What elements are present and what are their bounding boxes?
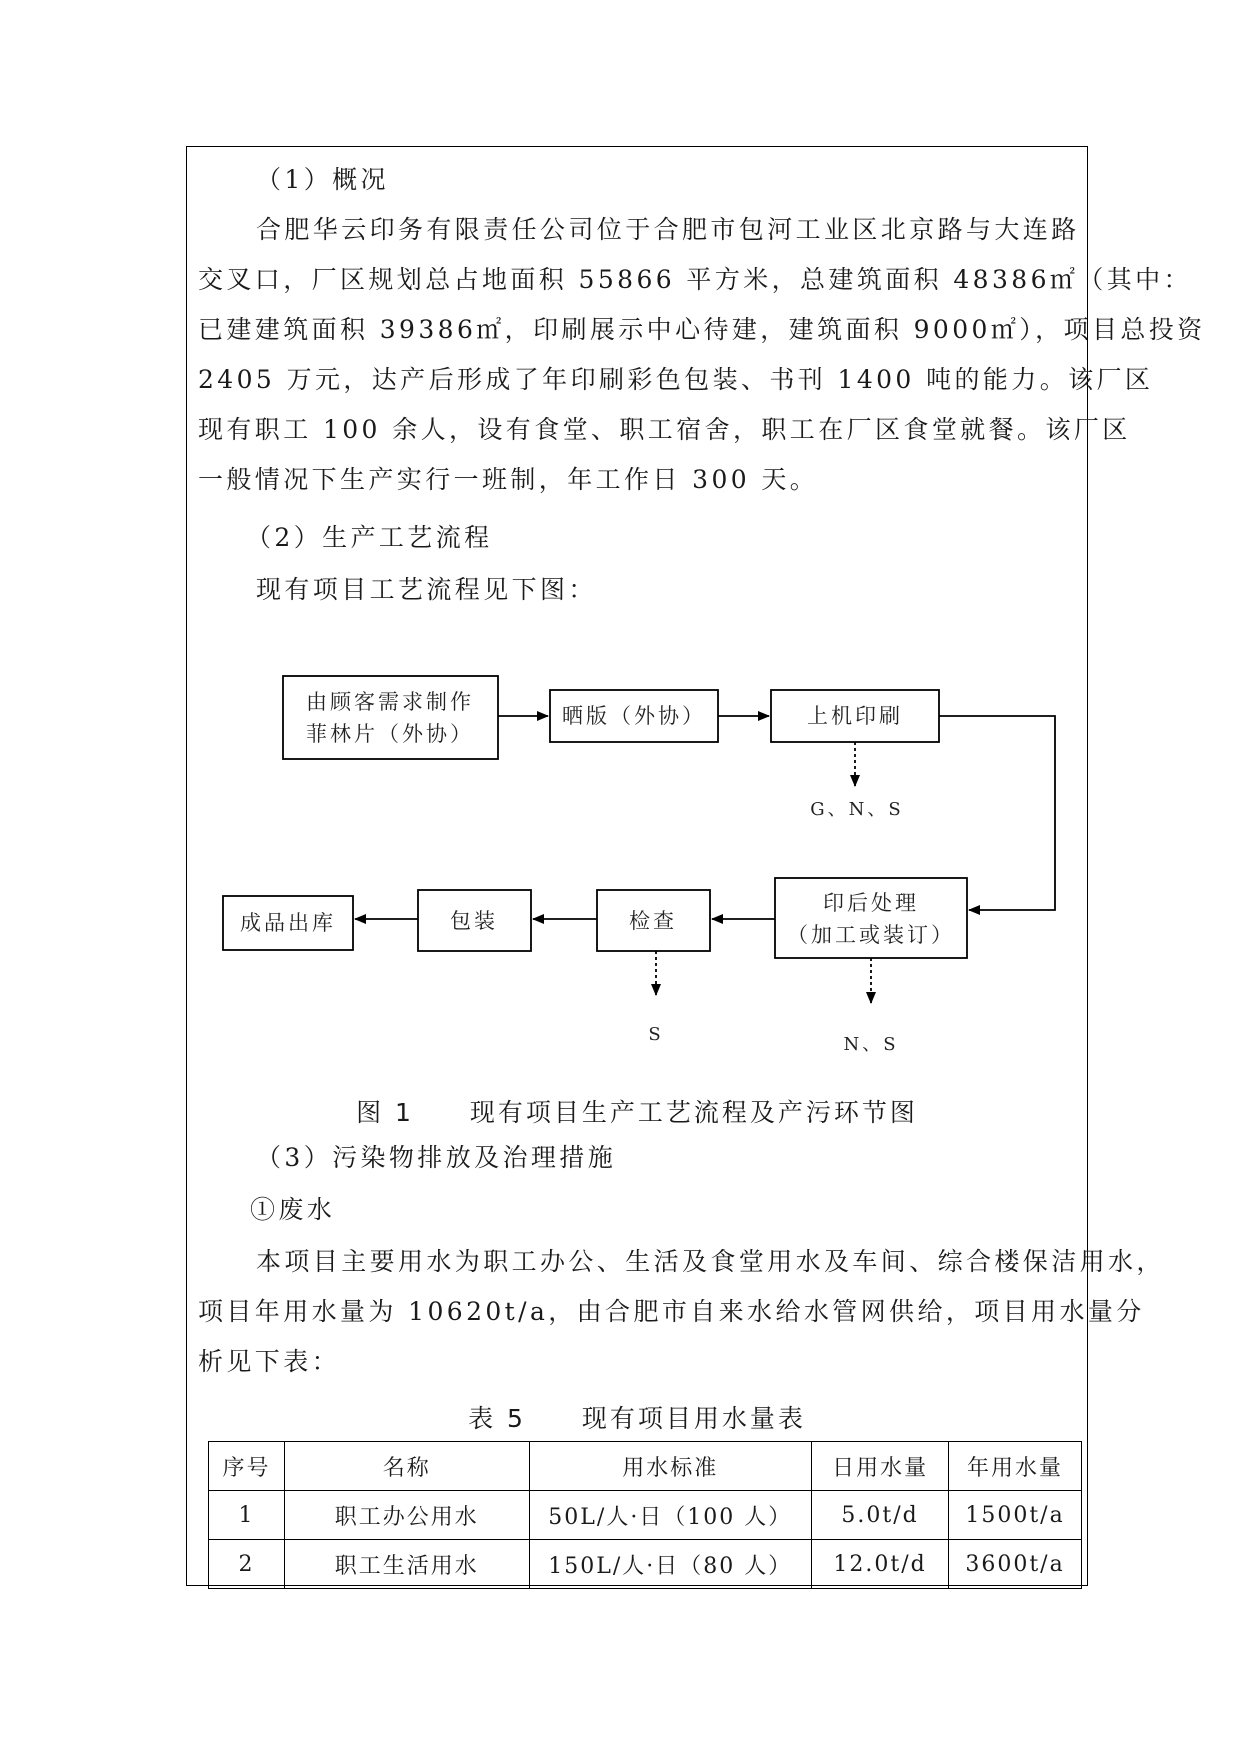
section1-line: 现有职工 100 余人，设有食堂、职工宿舍，职工在厂区食堂就餐。该厂区 [198,415,1131,444]
header-daily: 日用水量 [812,1442,949,1491]
section1-heading: （1）概况 [256,165,389,194]
section3-line: 析见下表： [198,1347,341,1376]
section1-line: 合肥华云印务有限责任公司位于合肥市包河工业区北京路与大连路 [256,215,1080,244]
store-label: 成品出库 [240,911,336,935]
table-caption: 表 5 现有项目用水量表 [468,1404,806,1433]
cell-standard: 150L/人·日（80 人） [529,1540,812,1589]
water-usage-table [208,1441,1082,1589]
table-row [209,1491,1082,1540]
cell-name: 职工生活用水 [284,1540,529,1589]
film-label-line2: 菲林片（外协） [306,722,474,746]
section1-line: 一般情况下生产实行一班制，年工作日 300 天。 [198,465,819,494]
pack-label: 包装 [450,909,498,933]
cell-annual: 1500t/a [949,1491,1082,1540]
section2-intro: 现有项目工艺流程见下图： [256,575,597,604]
section3-line: 项目年用水量为 10620t/a，由合肥市自来水给水管网供给，项目用水量分 [198,1297,1145,1326]
cell-standard: 50L/人·日（100 人） [529,1491,812,1540]
section2-heading: （2）生产工艺流程 [246,523,493,552]
section1-line: 2405 万元，达产后形成了年印刷彩色包装、书刊 1400 吨的能力。该厂区 [198,365,1154,394]
cell-daily: 5.0t/d [812,1491,949,1540]
header-standard: 用水标准 [529,1442,812,1491]
section1-line: 交叉口，厂区规划总占地面积 55866 平方米，总建筑面积 48386㎡（其中： [198,265,1192,294]
emission-label-post: N、S [843,1034,899,1055]
cell-index: 2 [209,1540,285,1589]
figure-caption: 图 1 现有项目生产工艺流程及产污环节图 [356,1098,918,1127]
cell-name: 职工办公用水 [284,1491,529,1540]
header-index: 序号 [209,1442,285,1491]
emission-label-print: G、N、S [810,799,904,820]
cell-annual: 3600t/a [949,1540,1082,1589]
section3-subheading: ①废水 [250,1195,336,1224]
post-label-line2: （加工或装订） [787,923,955,947]
cell-daily: 12.0t/d [812,1540,949,1589]
cell-index: 1 [209,1491,285,1540]
emission-label-inspect: S [648,1024,664,1045]
film-box [283,676,498,759]
table-header-row [209,1442,1082,1491]
table-row [209,1540,1082,1589]
header-name: 名称 [284,1442,529,1491]
section1-line: 已建建筑面积 39386㎡，印刷展示中心待建，建筑面积 9000㎡），项目总投资 [198,315,1206,344]
section3-heading: （3）污染物排放及治理措施 [256,1143,617,1172]
section3-line: 本项目主要用水为职工办公、生活及食堂用水及车间、综合楼保洁用水， [256,1247,1165,1276]
print-label: 上机印刷 [807,704,903,728]
film-label-line1: 由顾客需求制作 [306,690,474,714]
header-annual: 年用水量 [949,1442,1082,1491]
plate-label: 晒版（外协） [562,704,706,728]
post-label-line1: 印后处理 [823,891,919,915]
inspect-label: 检查 [629,909,677,933]
